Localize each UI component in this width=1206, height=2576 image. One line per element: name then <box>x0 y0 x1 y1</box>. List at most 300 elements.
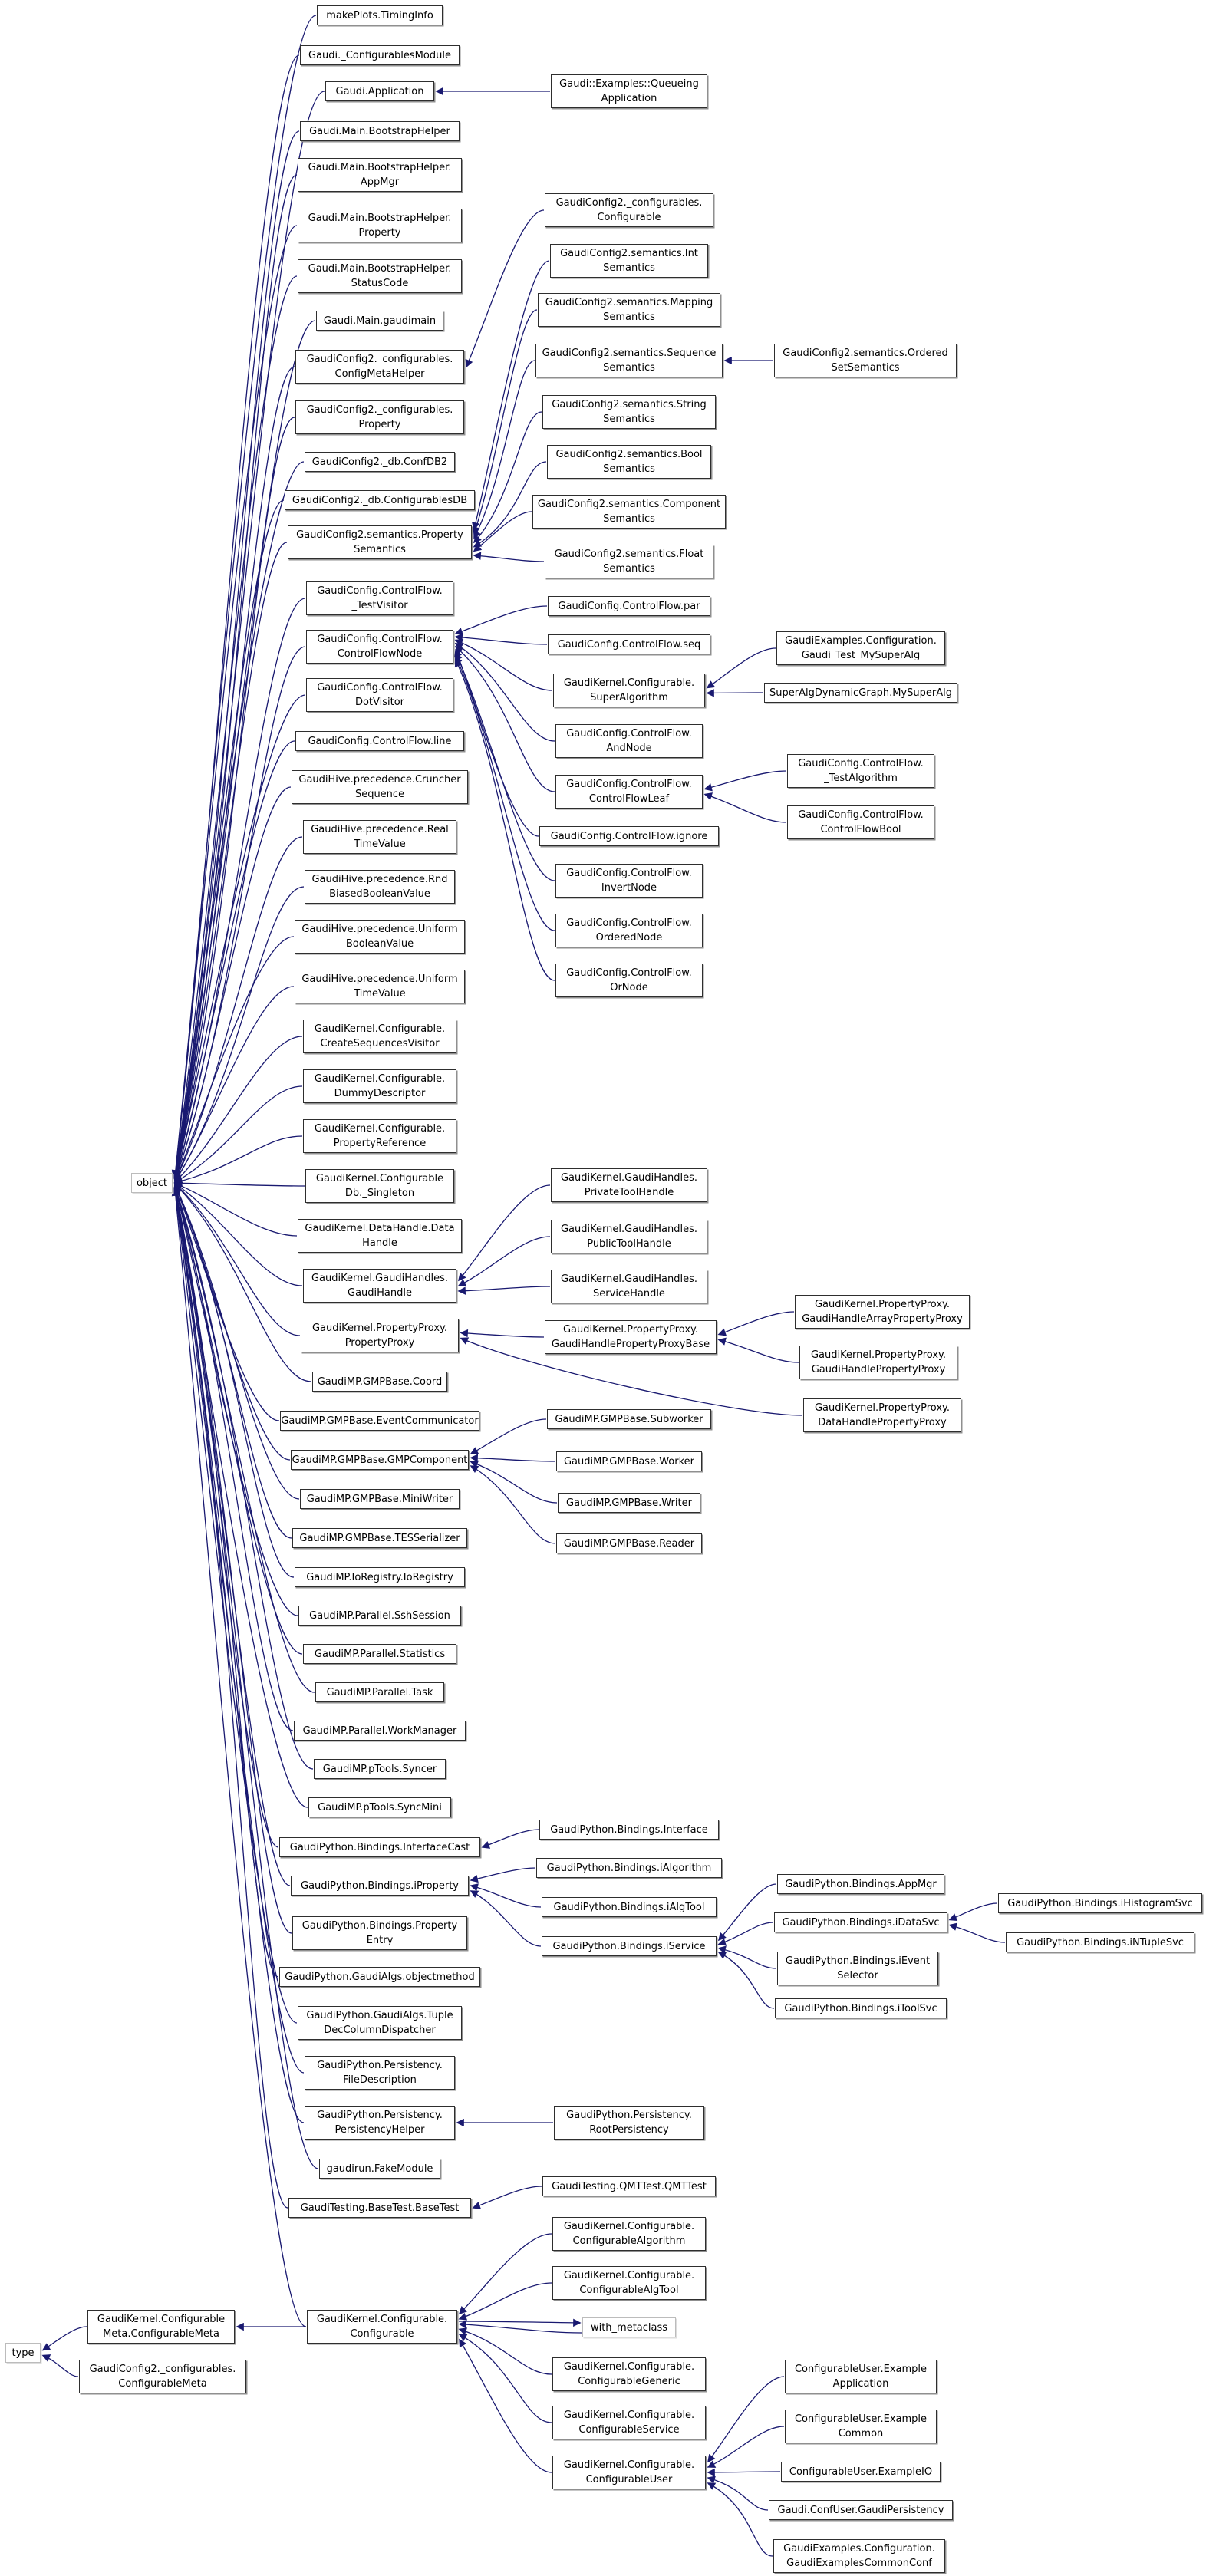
class-node-label: GaudiHandlePropertyProxy <box>811 1364 946 1375</box>
class-node-ornode[interactable] <box>555 964 703 997</box>
class-node-label: GaudiPython.GaudiAlgs.Tuple <box>306 2010 453 2021</box>
inheritance-edge-cfbool-to-cfleaf <box>705 795 786 823</box>
inheritance-edge-invert-to-cfn <box>456 654 555 881</box>
inheritance-edge-mapsem-to-propsem <box>474 310 537 534</box>
class-node-label: Configurable <box>597 212 661 223</box>
class-node-label: ConfigurableUser <box>585 2474 673 2485</box>
class-node-label: object <box>136 1177 168 1189</box>
class-node-label: Gaudi._ConfigurablesModule <box>308 49 451 61</box>
class-node-ssh[interactable] <box>298 1606 461 1626</box>
class-node-label: GaudiConfig.ControlFlow. <box>317 585 443 597</box>
class-node-label: GaudiConfig.ControlFlow.ignore <box>550 830 708 842</box>
class-node-label: GaudiKernel.Configurable. <box>563 677 695 689</box>
class-node-gh[interactable] <box>303 1269 456 1303</box>
inheritance-edge-servh-to-gh <box>459 1286 550 1291</box>
class-node-andnode[interactable] <box>555 724 703 758</box>
class-node-label: GaudiConfig2.semantics.Sequence <box>542 348 717 359</box>
class-node-label: GaudiKernel.Configurable. <box>563 2221 695 2232</box>
class-node-confdbs[interactable] <box>285 490 475 510</box>
inheritance-edge-ghapp-to-ghppb <box>719 1312 794 1335</box>
class-node-label: SetSemantics <box>831 362 900 374</box>
inheritance-edge-cserv-to-configurable <box>460 2334 552 2423</box>
class-node-app[interactable] <box>325 81 434 101</box>
class-node-label: SuperAlgDynamicGraph.MySuperAlg <box>769 687 952 699</box>
class-node-ialg[interactable] <box>536 1858 722 1878</box>
class-node-gtmsa[interactable] <box>776 631 945 665</box>
class-node-label: Sequence <box>354 789 405 800</box>
class-node-strsem[interactable] <box>542 395 716 429</box>
class-node-cuser[interactable] <box>552 2456 706 2489</box>
inheritance-edge-floatsem-to-propsem <box>474 555 544 562</box>
class-node-label: FileDescription <box>343 2074 417 2086</box>
class-node-label: Handle <box>362 1237 397 1249</box>
class-node-tess[interactable] <box>292 1528 467 1548</box>
inheritance-edge-ialg-to-iprop <box>471 1868 535 1880</box>
class-node-label: TimeValue <box>354 838 406 850</box>
inheritance-edge-singleton-to-object <box>175 1183 305 1186</box>
class-node-label: ConfigurableUser.Example <box>794 2364 928 2375</box>
class-node-subw[interactable] <box>547 1409 711 1429</box>
inheritance-edge-ihist-to-idatasvc <box>950 1903 997 1920</box>
class-node-rtv[interactable] <box>303 820 456 854</box>
class-node-label: Selector <box>837 1970 878 1981</box>
class-node-bshappmgr[interactable] <box>298 158 462 192</box>
class-node-iservice[interactable] <box>542 1936 717 1956</box>
class-node-label: GaudiKernel.PropertyProxy. <box>814 1402 950 1414</box>
class-node-label: GaudiKernel.GaudiHandles. <box>560 1172 697 1184</box>
class-node-label: GaudiKernel.PropertyProxy. <box>810 1349 946 1361</box>
class-node-label: PropertyProxy <box>344 1337 415 1349</box>
class-node-label: Application <box>601 93 657 104</box>
inheritance-edge-ievtsel-to-iservice <box>719 1948 776 1968</box>
class-node-label: GaudiMP.IoRegistry.IoRegistry <box>306 1571 453 1583</box>
class-node-label: AppMgr <box>360 176 400 188</box>
inheritance-edge-iservice-to-iprop <box>471 1891 541 1946</box>
class-node-label: GaudiPython.Bindings.Interface <box>550 1823 708 1836</box>
class-node-stat[interactable] <box>303 1644 456 1664</box>
class-node-label: ControlFlowBool <box>820 824 901 835</box>
class-node-cfbool[interactable] <box>787 805 934 839</box>
class-node-label: GaudiPython.Bindings.iEvent <box>785 1955 931 1967</box>
inheritance-edge-cgen-to-configurable <box>460 2329 552 2374</box>
class-node-label: BiasedBooleanValue <box>329 888 430 900</box>
class-node-icast[interactable] <box>279 1837 480 1857</box>
inheritance-edge-ignore-to-cfn <box>456 650 539 836</box>
class-node-label: Gaudi::Examples::Queueing <box>559 78 699 90</box>
class-node-ubv[interactable] <box>295 920 465 954</box>
class-node-ioreg[interactable] <box>295 1567 465 1587</box>
class-node-syncer[interactable] <box>314 1759 446 1779</box>
class-node-label: PublicToolHandle <box>587 1238 671 1250</box>
class-node-gpers[interactable] <box>769 2500 953 2520</box>
class-node-cfm[interactable] <box>300 45 460 65</box>
class-node-label: GaudiConfig.ControlFlow.line <box>308 735 452 747</box>
class-node-label: Gaudi_Test_MySuperAlg <box>801 650 921 661</box>
class-node-label: GaudiHandleArrayPropertyProxy <box>802 1313 963 1325</box>
class-node-seq[interactable] <box>548 634 710 654</box>
class-node-sadg[interactable] <box>764 683 957 703</box>
class-node-cgen[interactable] <box>552 2357 706 2391</box>
class-node-interface[interactable] <box>539 1820 719 1840</box>
class-node-label: GaudiConfig.ControlFlow. <box>566 967 692 979</box>
inheritance-edge-interface-to-icast <box>483 1830 539 1847</box>
class-node-label: GaudiConfig.ControlFlow. <box>566 868 692 879</box>
class-node-label: GaudiConfig2._db.ConfigurablesDB <box>292 494 468 506</box>
inheritance-edge-pentry-to-object <box>175 1188 292 1933</box>
class-node-label: GaudiHive.precedence.Cruncher <box>298 774 461 786</box>
class-node-label: Semantics <box>603 362 655 374</box>
inheritance-edge-ckmeta-to-type <box>43 2327 87 2350</box>
class-node-label: GaudiPython.Bindings.iAlgTool <box>553 1901 705 1913</box>
class-node-label: GaudiConfig2.semantics.String <box>552 399 707 410</box>
class-node-pref[interactable] <box>303 1119 456 1153</box>
class-node-label: GaudiPython.Bindings.AppMgr <box>785 1878 937 1890</box>
class-node-calg[interactable] <box>552 2217 706 2251</box>
class-node-label: Application <box>832 2378 889 2390</box>
inheritance-edge-ornode-to-cfn <box>456 660 555 980</box>
class-node-object[interactable] <box>131 1173 173 1193</box>
class-node-label: _TestVisitor <box>351 600 408 611</box>
inheritance-edge-cfleaf-to-cfn <box>456 647 555 792</box>
class-node-label: ConfigurableUser.ExampleIO <box>789 2466 933 2478</box>
class-node-propsem[interactable] <box>288 525 472 559</box>
class-node-label: Semantics <box>603 463 655 475</box>
class-node-cserv[interactable] <box>552 2406 706 2439</box>
class-node-ghpp[interactable] <box>799 1346 957 1379</box>
class-node-gmain[interactable] <box>316 311 443 331</box>
inheritance-edge-cfline-to-object <box>175 741 295 1181</box>
class-node-label: Gaudi.Application <box>335 85 424 97</box>
inheritance-edge-privth-to-gh <box>459 1185 550 1280</box>
class-node-label: GaudiMP.GMPBase.EventCommunicator <box>281 1415 479 1427</box>
class-node-label: GaudiConfig2.semantics.Ordered <box>783 348 948 359</box>
class-node-label: GaudiConfig.ControlFlow. <box>566 728 692 740</box>
inheritance-edge-excom-to-cuser <box>708 2426 784 2467</box>
class-node-label: Property <box>358 227 401 239</box>
class-node-label: GaudiMP.GMPBase.Coord <box>317 1375 443 1388</box>
class-node-label: GaudiConfig.ControlFlow. <box>798 758 924 769</box>
class-node-label: GaudiConfig.ControlFlow. <box>798 809 924 821</box>
inheritance-edge-icast-to-object <box>175 1187 278 1847</box>
class-node-label: GaudiKernel.PropertyProxy. <box>562 1324 698 1336</box>
class-node-intsem[interactable] <box>550 244 708 278</box>
class-node-label: Common <box>838 2428 884 2439</box>
class-node-phelper[interactable] <box>305 2106 455 2140</box>
class-node-label: GaudiConfig.ControlFlow. <box>566 917 692 929</box>
class-node-label: ConfigurableAlgTool <box>579 2284 679 2296</box>
class-node-appmgr[interactable] <box>777 1874 944 1894</box>
class-node-invert[interactable] <box>555 864 703 898</box>
class-node-label: GaudiConfig.ControlFlow. <box>566 779 692 790</box>
class-node-label: ConfigMetaHelper <box>334 368 425 380</box>
class-node-basetest[interactable] <box>288 2198 471 2218</box>
class-node-fake[interactable] <box>319 2159 440 2179</box>
class-node-label: Gaudi.ConfUser.GaudiPersistency <box>777 2504 944 2516</box>
class-node-configurable[interactable] <box>307 2310 457 2344</box>
class-node-label: GaudiMP.GMPBase.MiniWriter <box>306 1493 453 1505</box>
class-node-itoolsvc[interactable] <box>775 1998 947 2018</box>
class-node-label: GaudiExamples.Configuration. <box>783 2543 935 2555</box>
class-node-label: GaudiConfig2.semantics.Property <box>296 529 463 541</box>
class-node-writer[interactable] <box>558 1493 700 1513</box>
inheritance-edge-writer-to-gmpc <box>471 1462 557 1503</box>
class-node-rootpers[interactable] <box>554 2106 704 2140</box>
inheritance-edge-pref-to-object <box>175 1136 302 1183</box>
inheritance-edge-superalg-to-cfn <box>456 641 552 691</box>
class-node-label: GaudiConfig2._configurables. <box>306 354 453 365</box>
class-node-label: GaudiMP.GMPBase.GMPComponent <box>292 1454 468 1466</box>
class-node-c2meta[interactable] <box>79 2360 246 2393</box>
class-node-label: GaudiPython.Bindings.iProperty <box>301 1879 459 1892</box>
class-node-label: AndNode <box>606 743 652 754</box>
class-node-label: GaudiConfig.ControlFlow. <box>317 634 443 645</box>
class-node-label: GaudiConfig2.semantics.Mapping <box>545 297 713 308</box>
inheritance-edge-seqsem-to-propsem <box>474 361 535 538</box>
class-node-label: GaudiMP.Parallel.Task <box>326 1686 433 1698</box>
class-node-label: GaudiConfig2.semantics.Bool <box>555 449 703 460</box>
class-node-label: GaudiConfig.ControlFlow. <box>317 682 443 693</box>
class-node-excom[interactable] <box>785 2410 937 2443</box>
class-node-singleton[interactable] <box>305 1169 454 1203</box>
class-node-label: GaudiKernel.Configurable. <box>563 2361 695 2373</box>
class-node-label: GaudiKernel.Configurable. <box>563 2270 695 2281</box>
class-node-cfn[interactable] <box>306 630 453 664</box>
class-node-label: Semantics <box>603 563 655 575</box>
class-node-label: GaudiMP.GMPBase.Reader <box>563 1537 695 1550</box>
inheritance-edge-dv-to-object <box>175 695 305 1181</box>
class-node-par[interactable] <box>548 596 710 616</box>
class-node-label: ConfigurableService <box>578 2424 680 2436</box>
class-node-miniw[interactable] <box>300 1489 460 1509</box>
class-node-ordered[interactable] <box>555 914 703 947</box>
class-node-ialgtool[interactable] <box>542 1897 717 1917</box>
class-node-rnd[interactable] <box>305 870 455 904</box>
inheritance-edge-pubth-to-gh <box>459 1237 550 1286</box>
class-node-cfleaf[interactable] <box>555 775 703 809</box>
class-node-label: ServiceHandle <box>593 1288 665 1300</box>
class-node-label: GaudiConfig2._configurables. <box>89 2364 236 2375</box>
class-node-label: GaudiPython.Persistency. <box>317 2060 443 2071</box>
inheritance-edge-withmeta-to-configurable <box>460 2324 582 2333</box>
class-node-cfline[interactable] <box>295 731 464 751</box>
inheritance-edge-calg-to-configurable <box>460 2234 552 2314</box>
class-node-gmpc[interactable] <box>291 1450 469 1470</box>
inheritance-edge-cruncher-to-object <box>175 787 291 1181</box>
class-node-tuplec[interactable] <box>298 2006 462 2040</box>
class-node-label: PersistencyHelper <box>334 2124 425 2136</box>
inheritance-edge-tess-to-object <box>175 1185 292 1538</box>
inheritance-edge-intuple-to-idatasvc <box>950 1925 1005 1943</box>
class-node-label: DotVisitor <box>354 697 405 708</box>
class-node-coord[interactable] <box>312 1372 447 1392</box>
class-node-worker[interactable] <box>556 1451 702 1471</box>
class-node-pp[interactable] <box>301 1319 459 1352</box>
class-node-tv[interactable] <box>306 581 453 615</box>
class-node-ckmeta[interactable] <box>87 2310 235 2344</box>
inheritance-edge-ialgtool-to-iprop <box>471 1886 541 1907</box>
class-node-label: BooleanValue <box>345 938 414 950</box>
class-node-boolsem[interactable] <box>547 445 711 479</box>
class-node-mapsem[interactable] <box>538 293 720 327</box>
class-node-idatasvc[interactable] <box>774 1912 947 1932</box>
class-node-label: GaudiPython.Bindings.iDataSvc <box>782 1916 940 1929</box>
class-node-ordset[interactable] <box>774 344 957 377</box>
class-node-gc2prop[interactable] <box>295 400 464 434</box>
class-node-label: Configurable <box>350 2328 414 2340</box>
class-node-label: GaudiKernel.Configurable. <box>316 2314 448 2325</box>
inheritance-edge-coord-to-object <box>175 1184 311 1382</box>
class-node-label: GaudiConfig2.semantics.Component <box>537 499 721 510</box>
class-node-label: DataHandlePropertyProxy <box>818 1417 947 1428</box>
inheritance-edge-worker-to-gmpc <box>471 1458 555 1461</box>
class-node-label: ConfigurableAlgorithm <box>572 2235 686 2247</box>
class-node-label: GaudiKernel.PropertyProxy. <box>311 1323 447 1334</box>
class-node-evcom[interactable] <box>280 1411 479 1431</box>
class-node-iprop[interactable] <box>291 1876 469 1896</box>
class-node-label: ControlFlowNode <box>337 648 423 660</box>
inheritance-edge-subw-to-gmpc <box>471 1419 546 1454</box>
class-node-objm[interactable] <box>279 1967 480 1987</box>
class-node-label: GaudiPython.GaudiAlgs.objectmethod <box>285 1971 475 1983</box>
class-node-label: OrderedNode <box>595 932 663 944</box>
class-node-label: GaudiPython.Bindings.iService <box>552 1940 706 1952</box>
inheritance-edge-dd-to-object <box>175 1086 302 1182</box>
class-node-dv[interactable] <box>306 678 453 712</box>
class-node-label: CreateSequencesVisitor <box>320 1038 440 1049</box>
class-node-label: DecColumnDispatcher <box>324 2024 436 2036</box>
inheritance-edge-gc2conf-to-cmh <box>466 210 544 367</box>
class-node-label: Semantics <box>603 262 655 274</box>
class-node-bsh[interactable] <box>300 121 460 141</box>
class-node-label: GaudiKernel.Configurable. <box>314 1023 446 1035</box>
class-node-talg[interactable] <box>787 754 934 788</box>
class-node-label: PropertyReference <box>333 1138 427 1149</box>
class-node-label: GaudiMP.pTools.SyncMini <box>318 1801 442 1813</box>
class-node-label: GaudiConfig2.semantics.Float <box>554 548 704 560</box>
class-node-calgtool[interactable] <box>552 2266 706 2300</box>
inheritance-edge-c2meta-to-type <box>43 2356 78 2377</box>
class-node-gc2conf[interactable] <box>545 193 713 227</box>
class-node-intuple[interactable] <box>1006 1932 1194 1952</box>
class-node-label: GaudiHandlePropertyProxyBase <box>551 1339 710 1350</box>
class-node-label: gaudirun.FakeModule <box>326 2163 433 2175</box>
class-node-exio[interactable] <box>781 2462 941 2482</box>
inheritance-edge-ghpp-to-ghppb <box>719 1340 799 1363</box>
class-node-gecc[interactable] <box>773 2539 945 2573</box>
class-node-ievtsel[interactable] <box>777 1952 938 1985</box>
class-node-label: GaudiHive.precedence.Real <box>311 824 449 835</box>
class-node-label: GaudiKernel.Configurable <box>315 1173 444 1184</box>
class-node-ihist[interactable] <box>998 1893 1202 1913</box>
inheritance-edge-cfm-to-object <box>175 55 299 1177</box>
class-node-label: GaudiHive.precedence.Uniform <box>302 924 458 935</box>
class-node-label: type <box>12 2347 35 2359</box>
class-node-label: GaudiPython.Persistency. <box>566 2110 692 2121</box>
inheritance-edge-itoolsvc-to-iservice <box>719 1952 774 2008</box>
class-node-label: Gaudi.Main.BootstrapHelper. <box>308 263 452 275</box>
class-node-label: GaudiKernel.Configurable. <box>314 1123 446 1135</box>
class-node-label: Gaudi.Main.gaudimain <box>323 315 437 327</box>
class-node-label: TimeValue <box>354 988 406 1000</box>
class-node-wm[interactable] <box>294 1721 466 1741</box>
class-node-task[interactable] <box>315 1682 444 1702</box>
class-node-label: Db._Singleton <box>344 1188 415 1199</box>
class-node-pentry[interactable] <box>292 1916 467 1950</box>
class-node-qapp[interactable] <box>551 74 707 108</box>
class-node-bshprop[interactable] <box>298 209 462 242</box>
class-node-csv[interactable] <box>303 1020 456 1053</box>
class-node-dhpp[interactable] <box>803 1398 961 1432</box>
class-node-cmh[interactable] <box>295 350 464 384</box>
class-node-label: InvertNode <box>601 882 657 894</box>
class-node-label: GaudiMP.Parallel.Statistics <box>314 1648 446 1660</box>
class-node-ghapp[interactable] <box>795 1295 970 1329</box>
inheritance-edge-calgtool-to-configurable <box>460 2283 552 2319</box>
class-node-bshsc[interactable] <box>298 259 462 293</box>
class-node-syncmini[interactable] <box>308 1797 451 1817</box>
class-node-label: ConfigurableMeta <box>118 2378 207 2390</box>
inheritance-edge-idatasvc-to-iservice <box>719 1922 773 1944</box>
class-node-label: with_metaclass <box>590 2321 668 2334</box>
inheritance-edge-qmttest-to-basetest <box>473 2186 542 2208</box>
class-node-label: GaudiHive.precedence.Uniform <box>302 973 458 985</box>
class-node-tim[interactable] <box>317 5 443 25</box>
class-node-cruncher[interactable] <box>292 770 468 804</box>
class-node-pubth[interactable] <box>551 1220 707 1253</box>
class-node-label: OrNode <box>610 982 648 993</box>
class-node-dd[interactable] <box>303 1069 456 1103</box>
class-node-exapp[interactable] <box>785 2360 937 2393</box>
class-node-superalg[interactable] <box>553 674 705 707</box>
class-node-label: GaudiConfig.ControlFlow.seq <box>557 638 701 651</box>
class-node-label: GaudiKernel.Configurable. <box>563 2459 695 2471</box>
class-node-servh[interactable] <box>551 1270 707 1303</box>
class-node-label: Semantics <box>354 544 406 555</box>
class-node-ignore[interactable] <box>539 826 719 846</box>
class-node-label: GaudiExamples.Configuration. <box>785 635 937 647</box>
inheritance-edge-exapp-to-cuser <box>708 2377 784 2462</box>
class-node-compsem[interactable] <box>532 495 726 529</box>
class-node-privth[interactable] <box>551 1168 707 1202</box>
class-node-label: Semantics <box>603 513 655 525</box>
class-node-label: GaudiTesting.QMTTest.QMTTest <box>552 2180 707 2192</box>
class-node-dh[interactable] <box>298 1219 462 1253</box>
class-node-seqsem[interactable] <box>535 344 723 377</box>
class-node-ghppb[interactable] <box>545 1320 717 1354</box>
class-node-reader[interactable] <box>556 1533 702 1553</box>
class-node-label: GaudiConfig2._db.ConfDB2 <box>311 456 448 468</box>
class-node-floatsem[interactable] <box>545 545 713 578</box>
class-node-withmeta[interactable] <box>582 2317 676 2337</box>
class-node-utv[interactable] <box>295 970 465 1003</box>
class-node-qmttest[interactable] <box>542 2176 716 2196</box>
class-node-label: GaudiMP.GMPBase.Worker <box>563 1455 695 1468</box>
class-node-label: GaudiPython.Bindings.iNTupleSvc <box>1017 1936 1184 1948</box>
class-node-label: ControlFlowLeaf <box>588 793 670 805</box>
class-node-label: GaudiKernel.DataHandle.Data <box>305 1223 455 1234</box>
class-node-label: Property <box>358 419 401 430</box>
class-node-label: GaudiExamplesCommonConf <box>786 2558 932 2569</box>
class-node-fdesc[interactable] <box>305 2056 455 2090</box>
class-node-label: GaudiPython.Bindings.iToolSvc <box>784 2002 937 2014</box>
class-node-confdb2[interactable] <box>305 452 455 472</box>
inheritance-edge-ghppb-to-pp <box>461 1333 544 1338</box>
inheritance-edge-talg-to-cfleaf <box>705 771 786 789</box>
class-node-type[interactable] <box>5 2343 41 2363</box>
class-node-label: Gaudi.Main.BootstrapHelper. <box>308 162 452 173</box>
inheritance-edge-cuser-to-configurable <box>460 2340 552 2472</box>
inheritance-edge-reader-to-gmpc <box>471 1466 555 1543</box>
